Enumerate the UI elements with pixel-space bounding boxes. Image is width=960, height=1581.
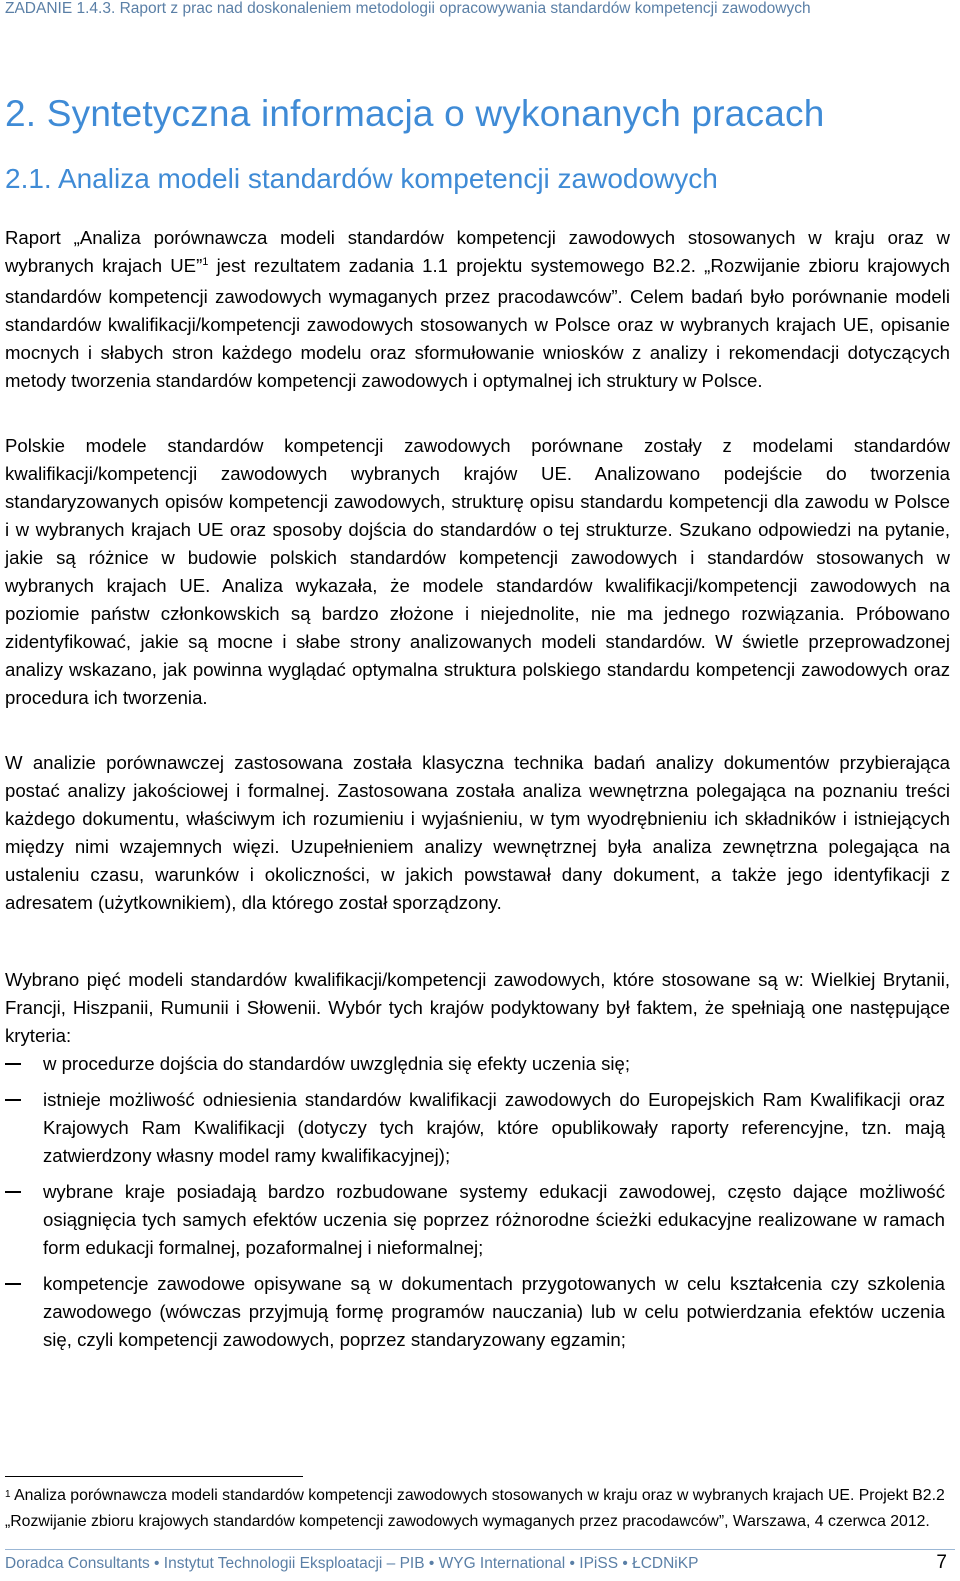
criteria-item-text: istnieje możliwość odniesienia standardów kwalifikacji zawodowych do Europejskich Ram Kwalifikacji oraz Krajowych Ram Kwalifikacji (dotyczy tych krajów, które opublikowały raporty referencyjne, tzn. mają zatwierdzony własny model ramy kwalifikacyjnej); xyxy=(43,1089,945,1166)
criteria-list-item xyxy=(0,1086,955,1170)
criteria-list-item xyxy=(0,1050,955,1078)
dash-bullet-icon xyxy=(5,1283,21,1285)
subsection-heading: 2.1. Analiza modeli standardów kompetencji zawodowych xyxy=(5,163,718,194)
running-header: ZADANIE 1.4.3. Raport z prac nad doskonaleniem metodologii opracowywania standardów kompetencji zawodowych xyxy=(5,0,811,17)
dash-bullet-icon xyxy=(5,1063,21,1065)
methodology-paragraph: W analizie porównawczej zastosowana została klasyczna technika badań analizy dokumentów przybierająca postać analizy jakościowej i formalnej. Zastosowana została analiza wewnętrzna polegająca na poznaniu treści każdego dokumentu, właściwym ich rozumieniu i wyjaśnieniu, w tym wyodrębnieniu ich składników i istniejących między nimi wzajemnych więzi. Uzupełnieniem analizy wewnętrznej była analiza zewnętrzna polegająca na ustaleniu czasu, warunków i okoliczności, w jakich powstawał dany dokument, a także jego identyfikacji z adresatem (użytkownikiem), dla którego został sporządzony. xyxy=(5,752,950,913)
criteria-item-text: wybrane kraje posiadają bardzo rozbudowane systemy edukacji zawodowej, często dające możliwość osiągnięcia tych samych efektów uczenia się poprzez różnorodne ścieżki edukacyjne realizowane w ramach form edukacji formalnej, pozaformalnej i nieformalnej; xyxy=(43,1181,945,1258)
footer-organizations: Doradca Consultants • Instytut Technologii Eksploatacji – PIB • WYG International • IPiSS • ŁCDNiKP xyxy=(5,1555,699,1572)
criteria-list-item xyxy=(0,1270,955,1354)
criteria-item-text: w procedurze dojścia do standardów uwzględnia się efekty uczenia się; xyxy=(43,1053,631,1074)
footnote-marker: 1 xyxy=(5,1489,11,1500)
intro-paragraph xyxy=(5,224,950,395)
section-heading: 2. Syntetyczna informacja o wykonanych pracach xyxy=(5,93,825,134)
page-number: 7 xyxy=(936,1552,947,1573)
selection-paragraph: Wybrano pięć modeli standardów kwalifikacji/kompetencji zawodowych, które stosowane są w: Wielkiej Brytanii, Francji, Hiszpanii, Rumunii i Słowenii. Wybór tych krajów podyktowany był faktem, że spełniają one następujące kryteria: xyxy=(5,969,950,1046)
footnote-reference[interactable]: 1 xyxy=(202,256,209,268)
footnote xyxy=(5,1484,950,1534)
comparison-paragraph: Polskie modele standardów kompetencji zawodowych porównane zostały z modelami standardów kwalifikacji/kompetencji zawodowych wybranych krajów UE. Analizowano podejście do tworzenia standaryzowanych opisów kompetencji zawodowych, strukturę opisu standardu kompetencji dla zawodu w Polsce i w wybranych krajach UE oraz sposoby dojścia do standardów o tej strukturze. Szukano odpowiedzi na pytanie, jakie są różnice w budowie polskich standardów kompetencji zawodowych i standardów stosowanych w wybranych krajach UE. Analiza wykazała, że modele standardów kwalifikacji/kompetencji zawodowych na poziomie państw członkowskich są bardzo złożone i niejednolite, nie ma jednego rozwiązania. Próbowano zidentyfikować, jakie są mocne i słabe strony analizowanych modeli standardów. W świetle przeprowadzonej analizy wskazano, jak powinna wyglądać optymalna struktura polskiego standardu kompetencji zawodowych oraz procedura ich tworzenia. xyxy=(5,435,950,708)
footnote-text: Analiza porównawcza modeli standardów kompetencji zawodowych stosowanych w kraju oraz w wybranych krajach UE. Projekt B2.2 „Rozwijanie zbioru krajowych standardów kompetencji zawodowych wymaganych przez pracodawców”, Warszawa, 4 czerwca 2012. xyxy=(5,1487,945,1530)
footer-separator xyxy=(5,1549,955,1550)
page-footer xyxy=(5,1552,955,1578)
criteria-list-item xyxy=(0,1178,955,1262)
dash-bullet-icon xyxy=(5,1099,21,1101)
dash-bullet-icon xyxy=(5,1191,21,1193)
criteria-item-text: kompetencje zawodowe opisywane są w dokumentach przygotowanych w celu kształcenia czy szkolenia zawodowego (wówczas przyjmują formę programów nauczania) lub w celu potwierdzania efektów uczenia się, czyli kompetencji zawodowych, poprzez standaryzowany egzamin; xyxy=(43,1273,945,1350)
criteria-list xyxy=(0,1050,955,1362)
intro-paragraph-part1: Raport „Analiza porównawcza modeli standardów kompetencji zawodowych stosowanych w kraju oraz w wybranych krajach UE” xyxy=(5,227,950,276)
intro-paragraph-part2: jest rezultatem zadania 1.1 projektu systemowego B2.2. „Rozwijanie zbioru krajowych standardów kompetencji zawodowych wymaganych przez pracodawców”. Celem badań było porównanie modeli standardów kwalifikacji/kompetencji zawodowych stosowanych w Polsce oraz w wybranych krajach UE, opisanie mocnych i słabych stron każdego modelu oraz sformułowanie wniosków z analizy i rekomendacji dotyczących metody tworzenia standardów kompetencji zawodowych i optymalnej ich struktury w Polsce. xyxy=(5,255,950,391)
footnote-separator xyxy=(5,1476,303,1477)
